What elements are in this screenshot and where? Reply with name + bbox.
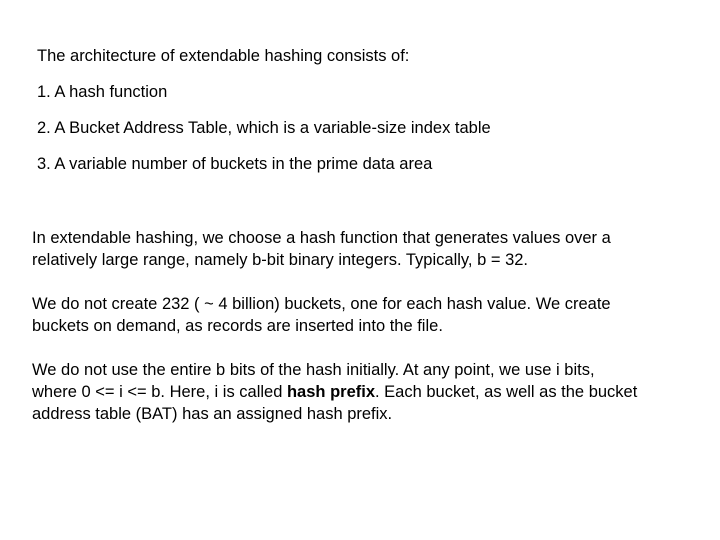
paragraph-text: where 0 <= i <= b. Here, i is called [32, 383, 287, 401]
paragraph-hash-range [32, 227, 716, 271]
paragraph-line: We do not use the entire b bits of the hash initially. At any point, we use i bits, [32, 361, 595, 379]
paragraph-line: address table (BAT) has an assigned hash prefix. [32, 405, 393, 423]
paragraph-buckets-on-demand [32, 293, 716, 337]
list-item-buckets: 3. A variable number of buckets in the prime data area [37, 155, 433, 173]
paragraph-hash-prefix [32, 359, 716, 425]
explanation-text [32, 227, 716, 447]
paragraph-text: . Each bucket, as well as the bucket [375, 383, 638, 401]
list-item-hash-function: 1. A hash function [37, 83, 168, 101]
list-heading: The architecture of extendable hashing consists of: [37, 47, 410, 65]
paragraph-line: In extendable hashing, we choose a hash function that generates values over a [32, 229, 611, 247]
architecture-list [37, 46, 697, 190]
paragraph-line [32, 381, 716, 403]
hash-prefix-term: hash prefix [286, 383, 375, 401]
paragraph-line: buckets on demand, as records are inserted into the file. [32, 317, 443, 335]
paragraph-line: We do not create 232 ( ~ 4 billion) buckets, one for each hash value. We create [32, 295, 611, 313]
list-item-bucket-address-table: 2. A Bucket Address Table, which is a variable-size index table [37, 119, 491, 137]
paragraph-line: relatively large range, namely b-bit binary integers. Typically, b = 32. [32, 251, 529, 269]
